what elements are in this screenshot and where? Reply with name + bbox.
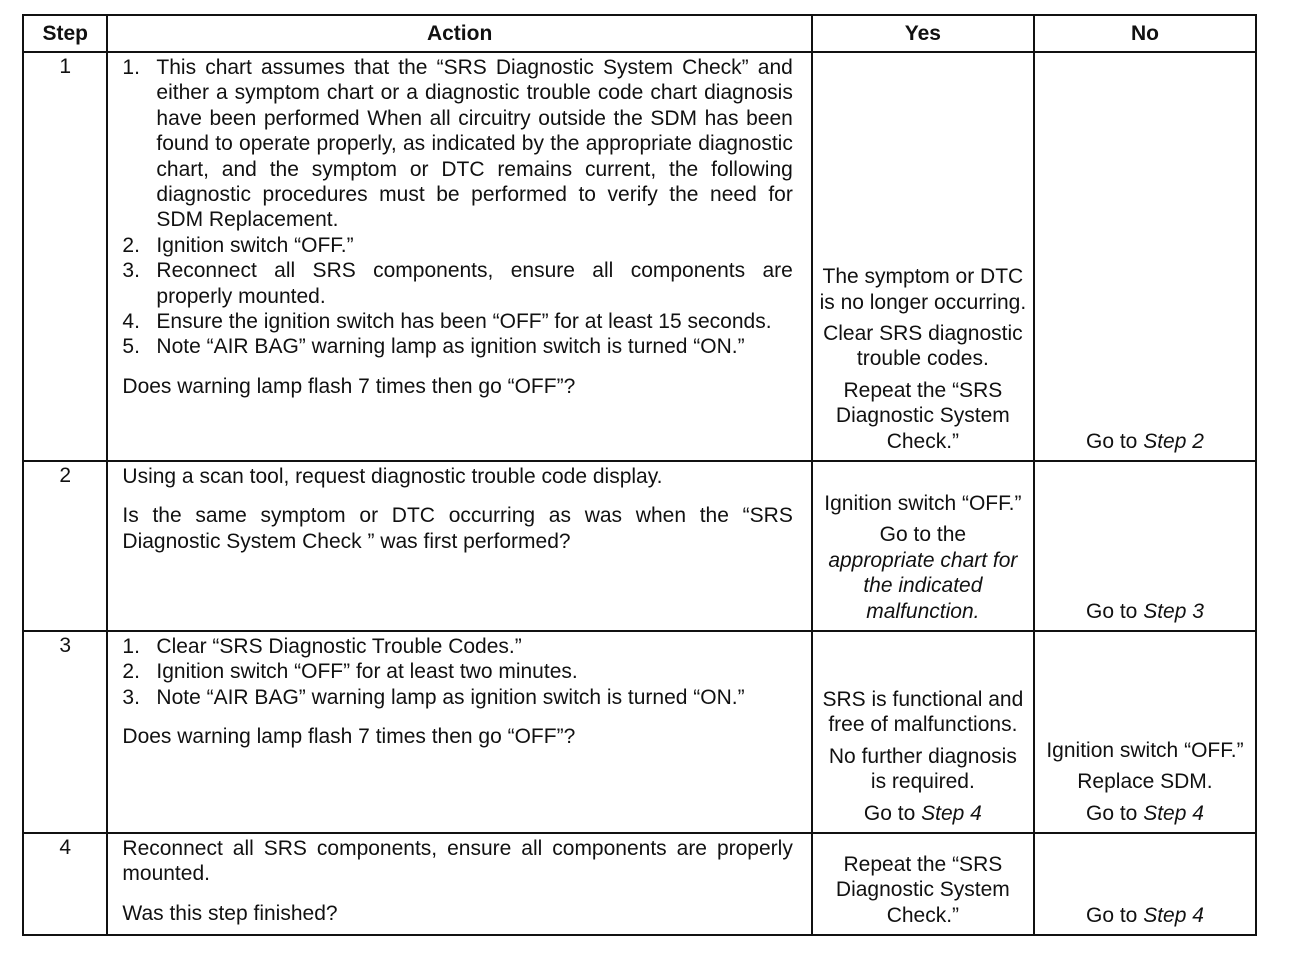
step-number: 2	[23, 461, 107, 631]
yes-text: Ignition switch “OFF.”	[824, 491, 1022, 515]
no-cell	[1034, 52, 1256, 461]
step-reference: Step 4	[1143, 903, 1204, 927]
action-list	[122, 634, 792, 710]
no-text: Go to Step 2	[1085, 429, 1204, 453]
no-text: Replace SDM.	[1077, 770, 1213, 794]
step-number: 1	[23, 52, 107, 461]
list-item: 1. Clear “SRS Diagnostic Trouble Codes.”	[122, 635, 522, 658]
list-item: 3. Note “AIR BAG” warning lamp as ignition switch is turned “ON.”	[122, 685, 745, 709]
action-question: Is the same symptom or DTC occurring as was when the “SRS Diagnostic System Check ” was first performed?	[122, 504, 793, 553]
header-yes: Yes	[812, 15, 1034, 52]
step-number: 4	[23, 833, 107, 935]
action-question: Was this step finished?	[122, 901, 338, 925]
action-question: Does warning lamp flash 7 times then go “OFF”?	[122, 725, 576, 749]
header-step: Step	[23, 15, 107, 52]
yes-cell	[812, 461, 1034, 631]
action-cell	[107, 461, 811, 631]
table-row	[23, 52, 1256, 461]
yes-cell	[812, 631, 1034, 833]
no-text: Go to Step 4	[1085, 801, 1204, 825]
table-row	[23, 631, 1256, 833]
no-cell	[1034, 461, 1256, 631]
header-no: No	[1034, 15, 1256, 52]
step-reference: Step 4	[1143, 801, 1204, 825]
diagnostic-table	[22, 14, 1257, 936]
yes-text: Clear SRS diagnostic trouble codes.	[823, 321, 1023, 371]
table-header-row	[23, 15, 1256, 52]
yes-text: Repeat the “SRS Diagnostic System Check.”	[835, 852, 1010, 927]
step-number: 3	[23, 631, 107, 833]
action-question: Does warning lamp flash 7 times then go “OFF”?	[122, 374, 576, 398]
yes-text: SRS is functional and free of malfunctions.	[822, 687, 1024, 737]
step-reference: Step 2	[1143, 429, 1204, 453]
yes-cell	[812, 833, 1034, 935]
no-text: Go to Step 3	[1085, 599, 1204, 623]
action-cell	[107, 833, 811, 935]
action-list	[122, 55, 792, 360]
list-item: 5. Note “AIR BAG” warning lamp as ignition switch is turned “ON.”	[122, 335, 745, 359]
header-action: Action	[107, 15, 811, 52]
yes-text: Go to Step 4	[863, 801, 982, 825]
no-text: Ignition switch “OFF.”	[1046, 738, 1244, 762]
list-item: 3. Reconnect all SRS components, ensure all components are properly mounted.	[122, 259, 793, 308]
no-cell	[1034, 631, 1256, 833]
action-text: Reconnect all SRS components, ensure all components are properly mounted.	[122, 837, 793, 886]
no-text: Go to Step 4	[1085, 903, 1204, 927]
yes-cell	[812, 52, 1034, 461]
step-reference: Step 4	[921, 801, 982, 825]
table-row	[23, 461, 1256, 631]
step-reference: Step 3	[1143, 599, 1204, 623]
action-cell	[107, 52, 811, 461]
no-cell	[1034, 833, 1256, 935]
list-item: 4. Ensure the ignition switch has been “OFF” for at least 15 seconds.	[122, 310, 772, 334]
yes-text: The symptom or DTC is no longer occurring.	[819, 265, 1027, 314]
yes-text: Repeat the “SRS Diagnostic System Check.”	[835, 378, 1010, 453]
action-cell	[107, 631, 811, 833]
table-row	[23, 833, 1256, 935]
list-item: 1. This chart assumes that the “SRS Diagnostic System Check” and either a symptom chart or a diagnostic trouble code chart diagnosis have been performed When all circuitry outside the SDM has been found to operate properly, as indicated by the appropriate diagnostic chart, and the symptom or DTC remains current, the following diagnostic procedures must be performed to verify the need for SDM Replacement.	[122, 56, 793, 232]
yes-text: No further diagnosis is required.	[828, 744, 1017, 794]
action-text: Using a scan tool, request diagnostic trouble code display.	[122, 465, 663, 488]
list-item: 2. Ignition switch “OFF” for at least two minutes.	[122, 660, 578, 684]
yes-text: Go to the appropriate chart for the indicated malfunction.	[828, 523, 1018, 623]
list-item: 2. Ignition switch “OFF.”	[122, 233, 354, 257]
